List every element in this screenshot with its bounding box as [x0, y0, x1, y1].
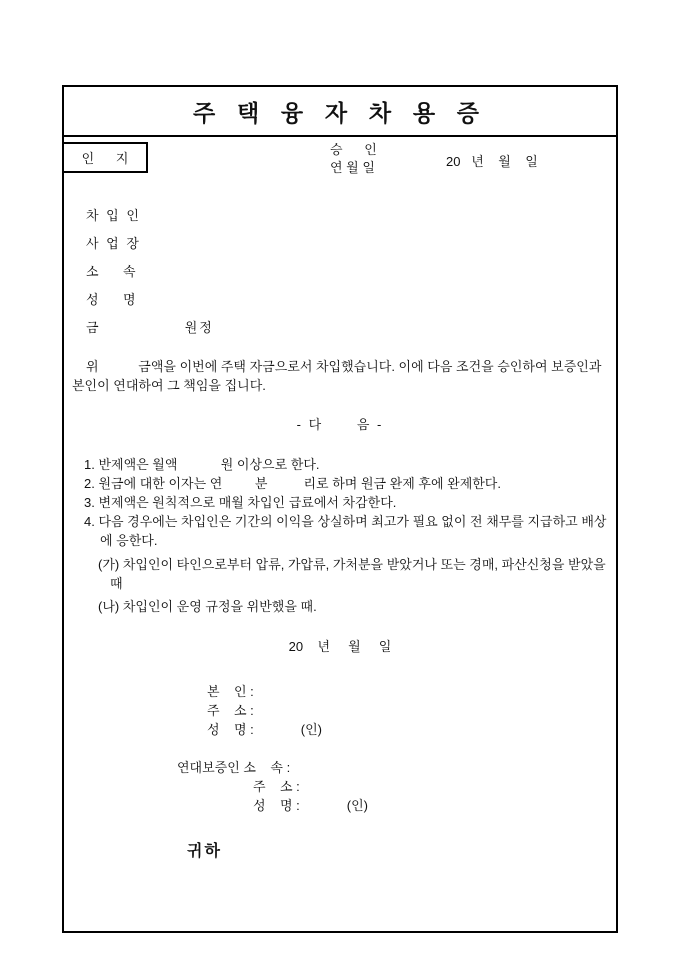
signer-name-label: 본 인 :: [207, 684, 254, 699]
guarantor-seal-line: 성 명 : (인): [253, 798, 368, 813]
closing-label: 귀하: [187, 843, 222, 860]
fields-section: [86, 208, 214, 348]
condition-item-1: 1. 반제액은 월액 원 이상으로 한다.: [84, 457, 320, 472]
subcondition-item-na: (나) 차입인이 운영 규정을 위반했을 때.: [98, 599, 317, 614]
approval-label-line2: 연 월 일: [330, 160, 375, 175]
subcondition-item-ga: (가) 차입인이 타인으로부터 압류, 가압류, 가처분을 받았거나 또는 경매, 파산신청을 받았을 때: [98, 557, 610, 591]
guarantor-block: [177, 758, 368, 815]
condition-item-2: 2. 원금에 대한 이자는 연 분 리로 하며 원금 완제 후에 완제한다.: [84, 476, 501, 491]
signer-block: [207, 682, 322, 739]
stamp-box: 인 지: [62, 142, 148, 173]
field-borrower: 차 입 인: [86, 208, 141, 223]
date-line: 20 년 월 일: [288, 639, 392, 654]
document-border: [62, 85, 618, 933]
daeum-heading: - 다 음 -: [296, 417, 384, 432]
condition-item-3: 3. 변제액은 원칙적으로 매월 차입인 급료에서 차감한다.: [84, 495, 397, 510]
title-section: [64, 87, 616, 137]
intro-paragraph: 위 금액을 이번에 주택 자금으로서 차입했습니다. 이에 다음 조건을 승인하여 보증인과 본인이 연대하여 그 책임을 집니다.: [72, 359, 606, 393]
signer-address-label: 주 소 :: [207, 703, 254, 718]
document-title: 주 택 융 자 차 용 증: [192, 100, 488, 126]
guarantor-address-label: 주 소 :: [253, 779, 300, 794]
conditions-list: [84, 455, 612, 616]
approval-labels: [330, 141, 377, 177]
field-name: 성 명: [86, 292, 138, 307]
guarantor-affiliation-label: 연대보증인 소 속 :: [177, 760, 291, 775]
condition-item-4: 4. 다음 경우에는 차입인은 기간의 이익을 상실하며 최고가 필요 없이 전 채무를 지급하고 배상에 응한다.: [84, 514, 607, 548]
field-affiliation: 소 속: [86, 264, 138, 279]
signer-seal-line: 성 명 : (인): [207, 722, 322, 737]
approval-label-line1: 승 인: [330, 142, 377, 157]
field-workplace: 사 업 장: [86, 236, 141, 251]
approval-date: 20 년 월 일: [446, 154, 538, 169]
field-amount: 금 원정: [86, 320, 214, 335]
